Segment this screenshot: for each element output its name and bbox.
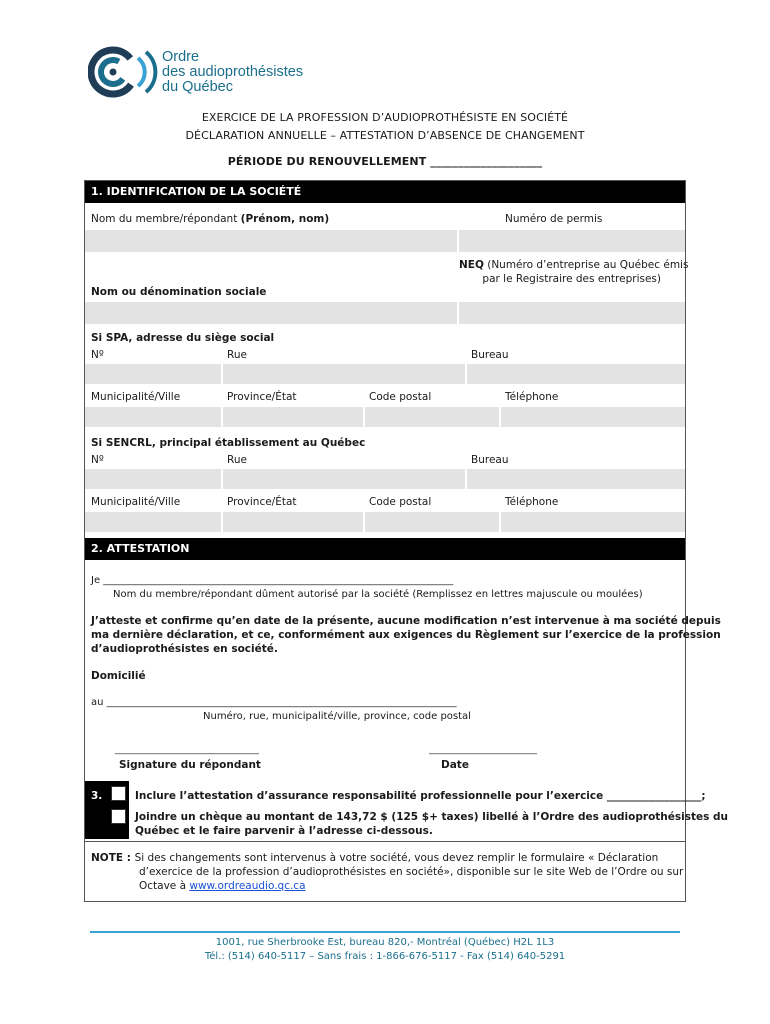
spa-city-field[interactable]	[85, 407, 685, 427]
sencrl-address-title: Si SENCRL, principal établissement au Québec	[91, 437, 366, 449]
sencrl-address-field[interactable]	[85, 469, 685, 489]
note-line-3: Octave à www.ordreaudio.qc.ca	[139, 880, 306, 892]
field-divider	[499, 512, 501, 532]
footer-address: 1001, rue Sherbrooke Est, bureau 820,- Montréal (Québec) H2L 1L3	[215, 937, 555, 948]
logo-line-3: du Québec	[162, 79, 233, 95]
field-divider	[499, 407, 501, 427]
address-caption: Numéro, rue, municipalité/ville, province, code postal	[203, 711, 471, 722]
sencrl-city-field[interactable]	[85, 512, 685, 532]
field-divider	[221, 512, 223, 532]
note-divider	[85, 841, 685, 842]
section-3-number: 3.	[91, 790, 103, 802]
member-name-field[interactable]	[85, 230, 685, 252]
section-1-header: 1. IDENTIFICATION DE LA SOCIÉTÉ	[85, 181, 685, 203]
section-2-header: 2. ATTESTATION	[85, 538, 685, 560]
field-divider	[221, 364, 223, 384]
signature-label: Signature du répondant	[119, 759, 261, 771]
sencrl-no-label: Nº	[91, 454, 104, 466]
declaration-form	[84, 180, 729, 902]
ordreaudio-link[interactable]: www.ordreaudio.qc.ca	[189, 880, 306, 892]
field-divider	[221, 407, 223, 427]
renewal-period: PÉRIODE DU RENOUVELLEMENT ____________________	[227, 155, 543, 168]
cheque-item-line-2: Québec et le faire parvenir à l’adresse ci-dessous.	[135, 825, 433, 837]
insurance-checkbox[interactable]	[111, 786, 126, 801]
signature-line[interactable]: ________________________________	[115, 745, 259, 755]
je-name-caption: Nom du membre/répondant dûment autorisé par la société (Remplissez en lettres majuscule ou moulées)	[113, 589, 643, 600]
note-line-1: NOTE : Si des changements sont intervenus à votre société, vous devez remplir le formulaire « Déclaration	[91, 852, 659, 864]
footer-phone: Tél.: (514) 640-5117 – Sans frais : 1-866-676-5117 - Fax (514) 640-5291	[204, 951, 566, 962]
spa-city-label: Municipalité/Ville	[91, 391, 181, 403]
company-name-label: Nom ou dénomination sociale	[91, 286, 267, 298]
field-divider	[465, 364, 467, 384]
note-line-2: d’exercice de la profession d’audioprothésistes en société», disponible sur le site Web de l’Ordre ou sur	[139, 866, 684, 878]
sencrl-phone-label: Téléphone	[505, 496, 559, 508]
field-divider	[363, 407, 365, 427]
spa-phone-label: Téléphone	[505, 391, 559, 403]
field-divider	[221, 469, 223, 489]
sencrl-street-label: Rue	[227, 454, 247, 466]
je-name-line[interactable]: Je ______________________________________________________________________	[91, 575, 454, 586]
company-name-field[interactable]	[85, 302, 685, 324]
spa-no-label: Nº	[91, 349, 104, 361]
sencrl-city-label: Municipalité/Ville	[91, 496, 181, 508]
spa-office-label: Bureau	[471, 349, 509, 361]
logo-line-2: des audioprothésistes	[162, 64, 304, 80]
date-line[interactable]: ________________________	[429, 745, 537, 755]
footer-rule	[90, 931, 680, 933]
spa-street-label: Rue	[227, 349, 247, 361]
neq-label-line-2: par le Registraire des entreprises)	[482, 273, 661, 285]
ordre-logo-text	[162, 50, 303, 95]
logo-line-1: Ordre	[162, 49, 200, 65]
field-divider	[457, 302, 459, 324]
permit-number-label: Numéro de permis	[505, 213, 603, 225]
cheque-checkbox[interactable]	[111, 809, 126, 824]
spa-postal-label: Code postal	[369, 391, 432, 403]
domicile-label: Domicilié	[91, 670, 146, 682]
form-title-line-2: DÉCLARATION ANNUELLE – ATTESTATION D’ABSENCE DE CHANGEMENT	[185, 129, 585, 142]
spa-address-field[interactable]	[85, 364, 685, 384]
sencrl-office-label: Bureau	[471, 454, 509, 466]
insurance-item: Inclure l’attestation d’assurance responsabilité professionnelle pour l’exercice __________________;	[135, 790, 706, 802]
member-name-label: Nom du membre/répondant (Prénom, nom)	[91, 213, 330, 225]
date-label: Date	[441, 759, 469, 771]
attestation-line-3: d’audioprothésistes en société.	[91, 643, 278, 655]
attestation-line-2: ma dernière déclaration, et ce, conformément aux exigences du Règlement sur l’exercice de la profession	[91, 629, 721, 641]
field-divider	[465, 469, 467, 489]
field-divider	[363, 512, 365, 532]
sencrl-postal-label: Code postal	[369, 496, 432, 508]
field-divider	[457, 230, 459, 252]
spa-province-label: Province/État	[227, 391, 297, 403]
spa-address-title: Si SPA, adresse du siège social	[91, 332, 275, 344]
neq-label-line-1: NEQ (Numéro d’entreprise au Québec émis	[459, 259, 689, 271]
form-title-line-1: EXERCICE DE LA PROFESSION D’AUDIOPROTHÉSISTE EN SOCIÉTÉ	[201, 111, 569, 124]
cheque-item-line-1: Joindre un chèque au montant de 143,72 $ (125 $+ taxes) libellé à l’Ordre des audioprothésistes du	[135, 811, 729, 823]
address-line[interactable]: au ______________________________________________________________________	[91, 697, 457, 708]
sencrl-province-label: Province/État	[227, 496, 297, 508]
attestation-line-1: J’atteste et confirme qu’en date de la présente, aucune modification n’est intervenue à ma société depuis	[91, 615, 721, 627]
